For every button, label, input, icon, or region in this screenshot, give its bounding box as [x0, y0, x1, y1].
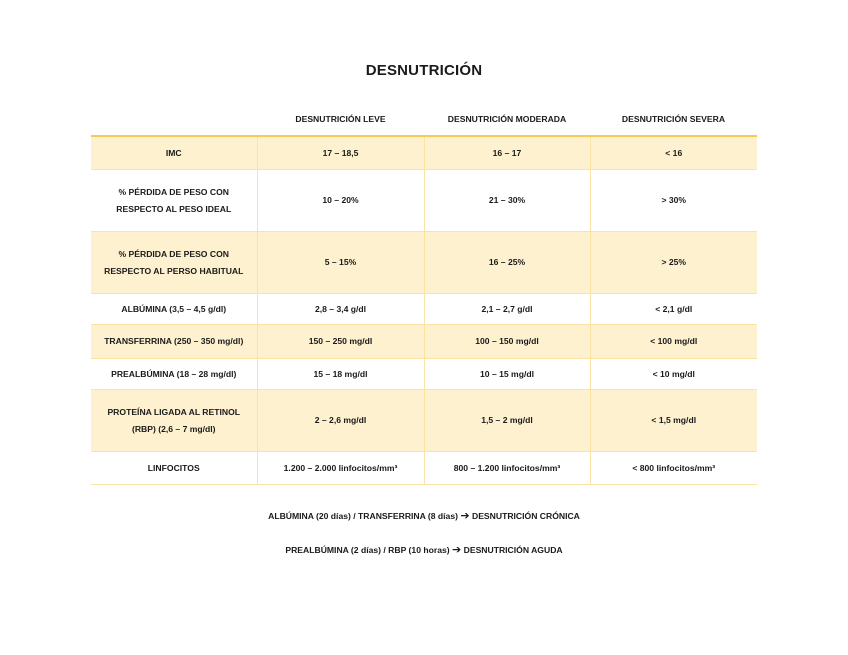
cell-moderate: 10 – 15 mg/dl: [424, 359, 590, 390]
table-row: [91, 452, 757, 485]
cell-mild: 5 – 15%: [257, 232, 424, 294]
table-row: [91, 325, 757, 359]
note-text: ALBÚMINA (20 días) / TRANSFERRINA (8 días): [268, 511, 458, 521]
cell-mild: 10 – 20%: [257, 170, 424, 232]
cell-severe: < 16: [590, 136, 757, 170]
cell-severe: < 100 mg/dl: [590, 325, 757, 359]
row-label: LINFOCITOS: [91, 452, 257, 485]
cell-moderate: 1,5 – 2 mg/dl: [424, 390, 590, 452]
cell-mild: 15 – 18 mg/dl: [257, 359, 424, 390]
row-label: % PÉRDIDA DE PESO CON RESPECTO AL PESO IDEAL: [91, 170, 257, 232]
cell-mild: 17 – 18,5: [257, 136, 424, 170]
note-text: PREALBÚMINA (2 días) / RBP (10 horas): [285, 545, 450, 555]
cell-mild: 1.200 – 2.000 linfocitos/mm³: [257, 452, 424, 485]
note-result: DESNUTRICIÓN AGUDA: [463, 545, 563, 555]
cell-severe: > 25%: [590, 232, 757, 294]
note-chronic-malnutrition: [0, 509, 848, 522]
cell-moderate: 2,1 – 2,7 g/dl: [424, 294, 590, 325]
header-cell-moderate: DESNUTRICIÓN MODERADA: [424, 104, 590, 136]
note-acute-malnutrition: [0, 543, 848, 556]
table-row: [91, 170, 757, 232]
header-cell-severe: DESNUTRICIÓN SEVERA: [590, 104, 757, 136]
header-cell-empty: [91, 104, 257, 136]
cell-mild: 2 – 2,6 mg/dl: [257, 390, 424, 452]
malnutrition-table: [91, 104, 757, 485]
cell-moderate: 800 – 1.200 linfocitos/mm³: [424, 452, 590, 485]
cell-severe: > 30%: [590, 170, 757, 232]
cell-moderate: 16 – 17: [424, 136, 590, 170]
cell-severe: < 2,1 g/dl: [590, 294, 757, 325]
row-label: PREALBÚMINA (18 – 28 mg/dl): [91, 359, 257, 390]
table-row: [91, 136, 757, 170]
row-label: ALBÚMINA (3,5 – 4,5 g/dl): [91, 294, 257, 325]
row-label: IMC: [91, 136, 257, 170]
cell-severe: < 1,5 mg/dl: [590, 390, 757, 452]
cell-moderate: 16 – 25%: [424, 232, 590, 294]
table-row: [91, 294, 757, 325]
arrow-right-icon: ➔: [460, 510, 470, 522]
table-row: [91, 359, 757, 390]
cell-moderate: 21 – 30%: [424, 170, 590, 232]
row-label: PROTEÍNA LIGADA AL RETINOL (RBP) (2,6 – 7 mg/dl): [91, 390, 257, 452]
row-label: TRANSFERRINA (250 – 350 mg/dl): [91, 325, 257, 359]
header-cell-mild: DESNUTRICIÓN LEVE: [257, 104, 424, 136]
cell-mild: 150 – 250 mg/dl: [257, 325, 424, 359]
table-row: [91, 390, 757, 452]
cell-severe: < 800 linfocitos/mm³: [590, 452, 757, 485]
cell-mild: 2,8 – 3,4 g/dl: [257, 294, 424, 325]
cell-moderate: 100 – 150 mg/dl: [424, 325, 590, 359]
row-label: % PÉRDIDA DE PESO CON RESPECTO AL PERSO HABITUAL: [91, 232, 257, 294]
page-title: DESNUTRICIÓN: [365, 62, 483, 79]
cell-severe: < 10 mg/dl: [590, 359, 757, 390]
table-header-row: [91, 104, 757, 136]
table-row: [91, 232, 757, 294]
arrow-right-icon: ➔: [452, 544, 462, 556]
note-result: DESNUTRICIÓN CRÓNICA: [471, 511, 580, 521]
